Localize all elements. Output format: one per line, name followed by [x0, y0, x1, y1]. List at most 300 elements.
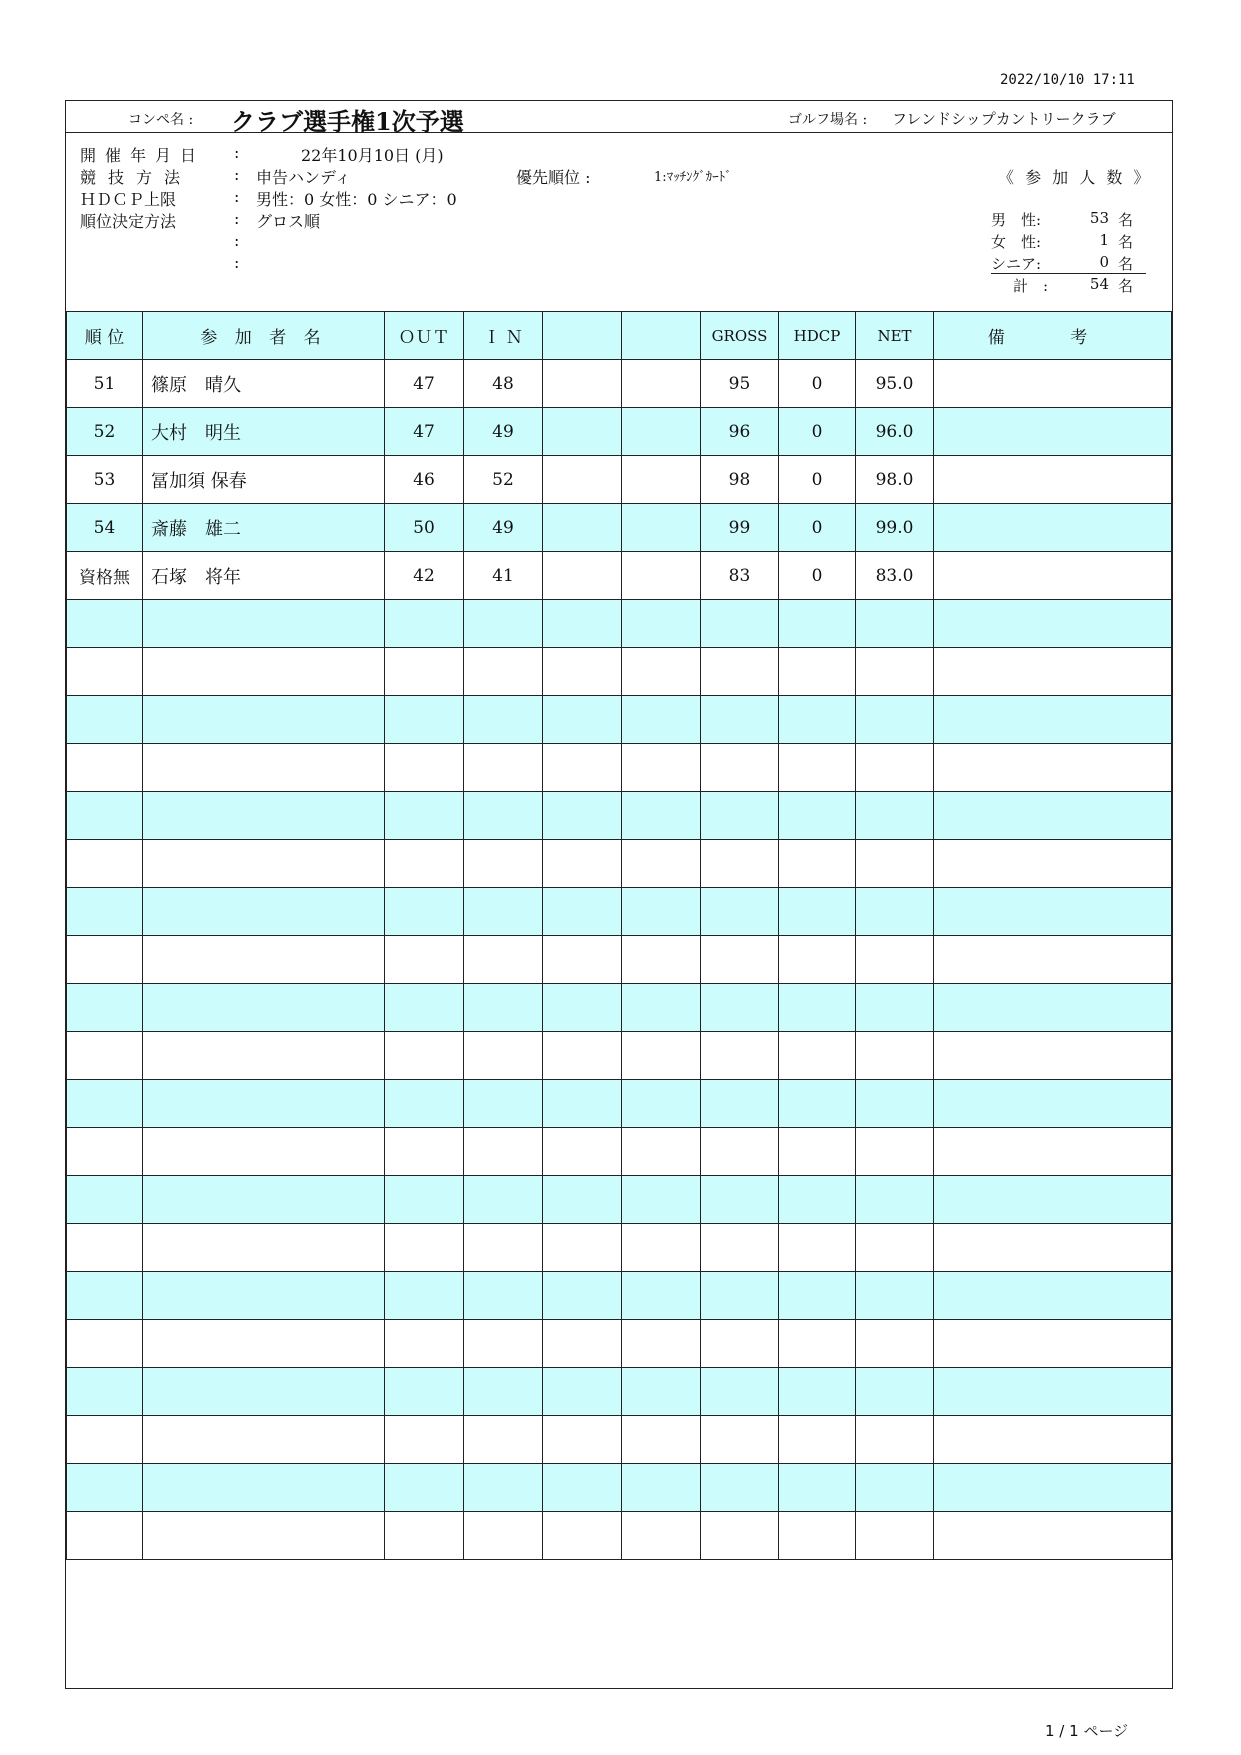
empty-cell: [701, 1224, 779, 1272]
in-cell: 49: [464, 504, 543, 552]
empty-cell: [934, 696, 1172, 744]
hdcp-cell: 0: [779, 456, 856, 504]
table-row: [67, 600, 1172, 648]
empty-cell: [779, 600, 856, 648]
empty-cell: [464, 1128, 543, 1176]
table-row: [67, 504, 1172, 552]
table-row: [67, 792, 1172, 840]
score-sheet: [65, 100, 1173, 1689]
empty-cell: [779, 648, 856, 696]
empty-cell: [701, 792, 779, 840]
remarks-cell: [934, 456, 1172, 504]
table-row: [67, 936, 1172, 984]
net-header: NET: [856, 312, 934, 360]
senior-label: シニア:: [991, 255, 1042, 273]
empty-cell: [464, 1224, 543, 1272]
empty-cell: [622, 1320, 701, 1368]
empty-cell: [856, 744, 934, 792]
empty-cell: [622, 1272, 701, 1320]
empty-cell: [464, 744, 543, 792]
empty-cell: [385, 744, 464, 792]
empty-cell: [143, 984, 385, 1032]
hdcp-cell: 0: [779, 552, 856, 600]
female-count: 1: [1099, 231, 1109, 249]
blank-cell: [622, 408, 701, 456]
gross-cell: 83: [701, 552, 779, 600]
empty-cell: [934, 1416, 1172, 1464]
male-label: 男 性:: [991, 211, 1042, 229]
empty-cell: [779, 840, 856, 888]
empty-cell: [385, 648, 464, 696]
empty-cell: [143, 1464, 385, 1512]
empty-cell: [701, 1176, 779, 1224]
hdcp-cell: 0: [779, 360, 856, 408]
remarks-cell: [934, 552, 1172, 600]
print-timestamp: 2022/10/10 17:11: [1000, 72, 1135, 88]
empty-cell: [622, 1128, 701, 1176]
name-header: 参 加 者 名: [143, 312, 385, 360]
colon: :: [234, 253, 240, 272]
empty-cell: [543, 1464, 622, 1512]
empty-cell: [143, 744, 385, 792]
empty-cell: [779, 1416, 856, 1464]
blank-header: [543, 312, 622, 360]
empty-cell: [143, 936, 385, 984]
empty-cell: [464, 792, 543, 840]
empty-cell: [67, 936, 143, 984]
empty-cell: [701, 840, 779, 888]
empty-cell: [779, 888, 856, 936]
empty-cell: [67, 648, 143, 696]
empty-cell: [67, 984, 143, 1032]
empty-cell: [779, 1224, 856, 1272]
empty-cell: [385, 1224, 464, 1272]
blank-cell: [543, 456, 622, 504]
net-cell: 96.0: [856, 408, 934, 456]
colon: :: [234, 187, 240, 206]
empty-cell: [701, 1272, 779, 1320]
empty-cell: [856, 1176, 934, 1224]
empty-cell: [622, 984, 701, 1032]
empty-cell: [779, 1128, 856, 1176]
table-row: [67, 1320, 1172, 1368]
in-cell: 41: [464, 552, 543, 600]
table-row: [67, 360, 1172, 408]
name-cell: 冨加須 保春: [143, 456, 385, 504]
rank-method-value: グロス順: [256, 212, 321, 231]
gross-cell: 96: [701, 408, 779, 456]
empty-cell: [934, 1032, 1172, 1080]
empty-cell: [464, 840, 543, 888]
empty-cell: [385, 600, 464, 648]
empty-cell: [622, 1224, 701, 1272]
empty-cell: [622, 888, 701, 936]
date-value: 22年10月10日 (月): [301, 146, 444, 165]
empty-cell: [385, 1128, 464, 1176]
empty-cell: [934, 888, 1172, 936]
out-cell: 46: [385, 456, 464, 504]
empty-cell: [622, 696, 701, 744]
empty-cell: [856, 648, 934, 696]
blank-cell: [543, 552, 622, 600]
empty-cell: [856, 1272, 934, 1320]
empty-cell: [701, 1032, 779, 1080]
empty-cell: [856, 936, 934, 984]
empty-cell: [856, 696, 934, 744]
empty-cell: [143, 888, 385, 936]
blank-cell: [543, 504, 622, 552]
empty-cell: [856, 1224, 934, 1272]
name-cell: 篠原 晴久: [143, 360, 385, 408]
colon: :: [234, 231, 240, 250]
empty-cell: [143, 1320, 385, 1368]
empty-cell: [385, 936, 464, 984]
empty-cell: [856, 792, 934, 840]
empty-cell: [143, 792, 385, 840]
rank-header: 順 位: [67, 312, 143, 360]
hdcp-value: 男性：0 女性：0 シニア：0: [256, 190, 457, 209]
remarks-header: 備 考: [934, 312, 1172, 360]
table-row: [67, 1512, 1172, 1560]
score-table: [66, 311, 1172, 1560]
total-count: 54: [1089, 275, 1109, 293]
empty-cell: [934, 936, 1172, 984]
empty-cell: [464, 696, 543, 744]
empty-cell: [67, 696, 143, 744]
table-row: [67, 1032, 1172, 1080]
empty-cell: [856, 1080, 934, 1128]
empty-cell: [543, 1224, 622, 1272]
table-row: [67, 648, 1172, 696]
empty-cell: [464, 600, 543, 648]
table-header-row: [67, 312, 1172, 360]
empty-cell: [622, 1368, 701, 1416]
blank-cell: [543, 360, 622, 408]
empty-cell: [701, 1080, 779, 1128]
empty-cell: [934, 648, 1172, 696]
in-cell: 49: [464, 408, 543, 456]
out-cell: 42: [385, 552, 464, 600]
empty-cell: [622, 1080, 701, 1128]
empty-cell: [385, 1176, 464, 1224]
colon: :: [234, 165, 240, 184]
empty-cell: [701, 744, 779, 792]
empty-cell: [543, 600, 622, 648]
empty-cell: [543, 696, 622, 744]
name-cell: 斎藤 雄二: [143, 504, 385, 552]
empty-cell: [701, 1368, 779, 1416]
score-table-body: [67, 360, 1172, 1560]
table-row: [67, 552, 1172, 600]
empty-cell: [779, 984, 856, 1032]
empty-cell: [543, 840, 622, 888]
empty-cell: [934, 840, 1172, 888]
empty-cell: [934, 984, 1172, 1032]
empty-cell: [934, 1176, 1172, 1224]
table-row: [67, 840, 1172, 888]
empty-cell: [385, 1080, 464, 1128]
empty-cell: [856, 888, 934, 936]
total-divider: [991, 273, 1146, 274]
empty-cell: [701, 984, 779, 1032]
empty-cell: [701, 936, 779, 984]
table-row: [67, 888, 1172, 936]
empty-cell: [934, 1224, 1172, 1272]
count-unit: 名: [1117, 277, 1133, 295]
empty-cell: [464, 648, 543, 696]
blank-cell: [622, 360, 701, 408]
empty-cell: [67, 1416, 143, 1464]
rank-cell: 52: [67, 408, 143, 456]
blank-cell: [622, 504, 701, 552]
empty-cell: [622, 1176, 701, 1224]
empty-cell: [67, 888, 143, 936]
empty-cell: [779, 744, 856, 792]
empty-cell: [779, 936, 856, 984]
date-label: 開催年月日: [80, 146, 206, 165]
empty-cell: [934, 1512, 1172, 1560]
empty-cell: [385, 792, 464, 840]
empty-cell: [143, 1128, 385, 1176]
title-bar: [66, 101, 1172, 136]
out-header: ＯＵＴ: [385, 312, 464, 360]
empty-cell: [543, 1320, 622, 1368]
table-row: [67, 408, 1172, 456]
competition-info: [66, 133, 1172, 311]
empty-cell: [543, 744, 622, 792]
empty-cell: [543, 792, 622, 840]
empty-cell: [934, 1464, 1172, 1512]
table-row: [67, 984, 1172, 1032]
empty-cell: [779, 696, 856, 744]
gross-cell: 98: [701, 456, 779, 504]
net-cell: 83.0: [856, 552, 934, 600]
out-cell: 47: [385, 360, 464, 408]
empty-cell: [143, 1272, 385, 1320]
empty-cell: [464, 936, 543, 984]
rank-cell: 資格無: [67, 552, 143, 600]
count-unit: 名: [1117, 233, 1133, 251]
empty-cell: [143, 1176, 385, 1224]
empty-cell: [543, 1128, 622, 1176]
empty-cell: [701, 1464, 779, 1512]
colon: :: [234, 143, 240, 162]
table-row: [67, 696, 1172, 744]
empty-cell: [701, 648, 779, 696]
table-row: [67, 456, 1172, 504]
name-cell: 石塚 将年: [143, 552, 385, 600]
empty-cell: [779, 1464, 856, 1512]
empty-cell: [622, 840, 701, 888]
empty-cell: [464, 1320, 543, 1368]
blank-header: [622, 312, 701, 360]
blank-cell: [543, 408, 622, 456]
empty-cell: [464, 1368, 543, 1416]
empty-cell: [543, 1272, 622, 1320]
empty-cell: [385, 1320, 464, 1368]
empty-cell: [464, 1464, 543, 1512]
blank-cell: [622, 456, 701, 504]
net-cell: 95.0: [856, 360, 934, 408]
empty-cell: [934, 1128, 1172, 1176]
empty-cell: [543, 888, 622, 936]
table-row: [67, 1464, 1172, 1512]
table-row: [67, 1272, 1172, 1320]
empty-cell: [543, 1368, 622, 1416]
empty-cell: [622, 792, 701, 840]
name-cell: 大村 明生: [143, 408, 385, 456]
empty-cell: [856, 1128, 934, 1176]
empty-cell: [543, 1080, 622, 1128]
empty-cell: [67, 1032, 143, 1080]
empty-cell: [67, 1080, 143, 1128]
empty-cell: [934, 1272, 1172, 1320]
empty-cell: [385, 840, 464, 888]
empty-cell: [143, 1416, 385, 1464]
empty-cell: [856, 840, 934, 888]
remarks-cell: [934, 504, 1172, 552]
net-cell: 98.0: [856, 456, 934, 504]
empty-cell: [622, 600, 701, 648]
net-cell: 99.0: [856, 504, 934, 552]
empty-cell: [385, 1272, 464, 1320]
page-number: 1 / 1 ページ: [1045, 1722, 1129, 1740]
empty-cell: [143, 600, 385, 648]
empty-cell: [543, 648, 622, 696]
empty-cell: [622, 744, 701, 792]
empty-cell: [622, 1464, 701, 1512]
empty-cell: [934, 1320, 1172, 1368]
course-name: フレンドシップカントリークラブ: [892, 110, 1116, 128]
table-row: [67, 1128, 1172, 1176]
empty-cell: [622, 1416, 701, 1464]
competition-label: コンペ名 :: [128, 112, 194, 128]
empty-cell: [543, 936, 622, 984]
empty-cell: [385, 984, 464, 1032]
empty-cell: [779, 1272, 856, 1320]
empty-cell: [67, 1512, 143, 1560]
in-header: Ｉ Ｎ: [464, 312, 543, 360]
empty-cell: [464, 984, 543, 1032]
empty-cell: [856, 1416, 934, 1464]
empty-cell: [464, 1512, 543, 1560]
hdcp-cell: 0: [779, 504, 856, 552]
empty-cell: [143, 648, 385, 696]
empty-cell: [385, 1512, 464, 1560]
rank-cell: 51: [67, 360, 143, 408]
empty-cell: [622, 1032, 701, 1080]
empty-cell: [779, 1032, 856, 1080]
empty-cell: [934, 744, 1172, 792]
in-cell: 48: [464, 360, 543, 408]
remarks-cell: [934, 408, 1172, 456]
empty-cell: [385, 1032, 464, 1080]
hdcp-cell: 0: [779, 408, 856, 456]
empty-cell: [143, 696, 385, 744]
empty-cell: [464, 888, 543, 936]
empty-cell: [67, 1176, 143, 1224]
empty-cell: [543, 1512, 622, 1560]
method-value: 申告ハンディ: [256, 168, 351, 187]
empty-cell: [464, 1416, 543, 1464]
empty-cell: [464, 1080, 543, 1128]
empty-cell: [67, 744, 143, 792]
empty-cell: [934, 1080, 1172, 1128]
count-unit: 名: [1117, 211, 1133, 229]
out-cell: 47: [385, 408, 464, 456]
empty-cell: [934, 792, 1172, 840]
empty-cell: [67, 1320, 143, 1368]
table-row: [67, 1224, 1172, 1272]
empty-cell: [779, 1320, 856, 1368]
empty-cell: [856, 1512, 934, 1560]
empty-cell: [701, 888, 779, 936]
participant-count-title: 《 参 加 人 数 》: [998, 168, 1153, 187]
empty-cell: [143, 1512, 385, 1560]
empty-cell: [67, 1368, 143, 1416]
male-count: 53: [1089, 209, 1109, 227]
empty-cell: [464, 1272, 543, 1320]
female-label: 女 性:: [991, 233, 1042, 251]
empty-cell: [143, 1368, 385, 1416]
empty-cell: [385, 1368, 464, 1416]
empty-cell: [622, 936, 701, 984]
empty-cell: [856, 984, 934, 1032]
empty-cell: [701, 696, 779, 744]
hdcp-label: ＨＤＣＰ上限: [80, 190, 177, 209]
empty-cell: [385, 696, 464, 744]
empty-cell: [779, 1080, 856, 1128]
colon: :: [234, 209, 240, 228]
empty-cell: [67, 1272, 143, 1320]
empty-cell: [934, 600, 1172, 648]
table-row: [67, 1368, 1172, 1416]
empty-cell: [67, 1464, 143, 1512]
empty-cell: [701, 1128, 779, 1176]
empty-cell: [385, 1416, 464, 1464]
empty-cell: [543, 1176, 622, 1224]
empty-cell: [622, 648, 701, 696]
empty-cell: [67, 600, 143, 648]
empty-cell: [701, 1512, 779, 1560]
empty-cell: [856, 1464, 934, 1512]
empty-cell: [143, 840, 385, 888]
competition-name: クラブ選手権1次予選: [231, 107, 464, 136]
empty-cell: [701, 1320, 779, 1368]
empty-cell: [464, 1032, 543, 1080]
priority-label: 優先順位 :: [516, 168, 591, 187]
empty-cell: [779, 792, 856, 840]
table-row: [67, 744, 1172, 792]
total-label: 計 :: [1013, 277, 1049, 295]
course-label: ゴルフ場名 :: [788, 112, 868, 128]
empty-cell: [779, 1176, 856, 1224]
empty-cell: [622, 1512, 701, 1560]
empty-cell: [67, 840, 143, 888]
table-row: [67, 1080, 1172, 1128]
empty-cell: [143, 1224, 385, 1272]
gross-cell: 95: [701, 360, 779, 408]
hdcp-header: HDCP: [779, 312, 856, 360]
table-row: [67, 1416, 1172, 1464]
empty-cell: [856, 1368, 934, 1416]
empty-cell: [779, 1512, 856, 1560]
empty-cell: [143, 1080, 385, 1128]
rank-cell: 53: [67, 456, 143, 504]
rank-cell: 54: [67, 504, 143, 552]
priority-value: 1:ﾏｯﾁﾝｸﾞｶｰﾄﾞ: [654, 170, 732, 185]
empty-cell: [701, 600, 779, 648]
